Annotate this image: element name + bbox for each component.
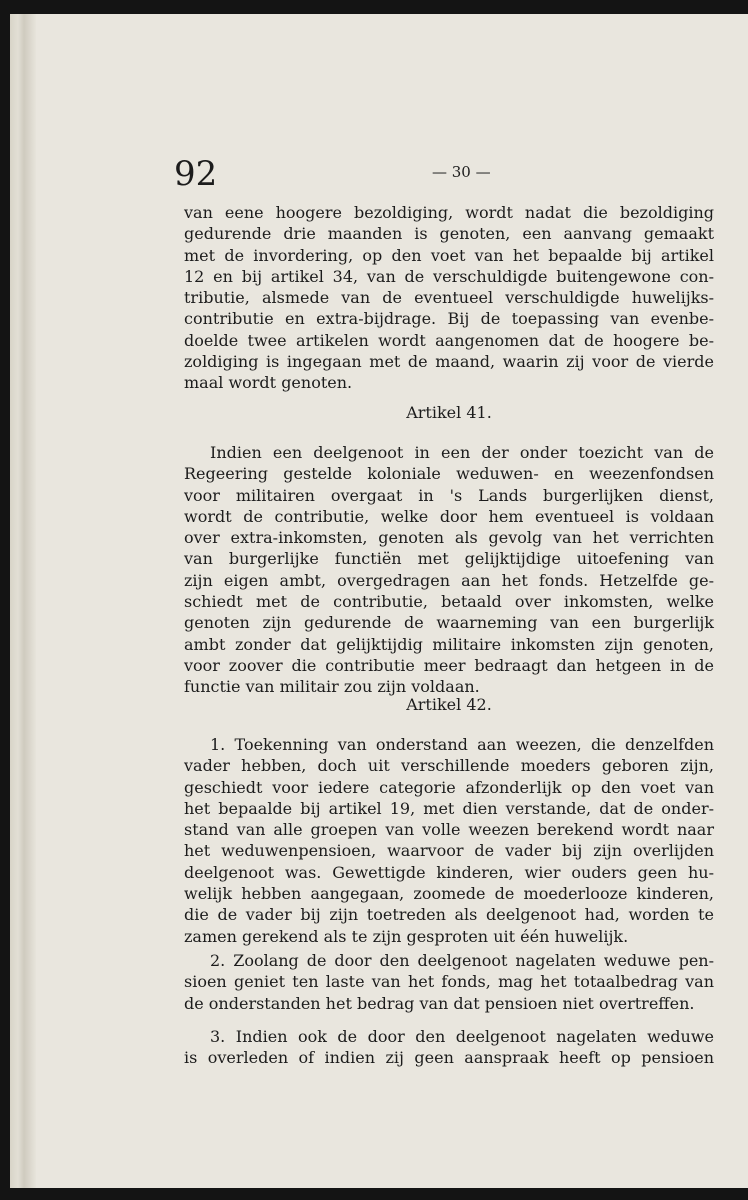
text-line: 2. Zoolang de door den deelgenoot nagelaten weduwe pen- bbox=[210, 951, 714, 970]
article-42-heading: Artikel 42. bbox=[406, 695, 492, 714]
text-line: contributie en extra-bijdrage. Bij de toepassing van evenbe- bbox=[184, 309, 714, 329]
text-line: deelgenoot was. Gewettigde kinderen, wier ouders geen hu- bbox=[184, 862, 714, 882]
article-42-paragraph-1 bbox=[184, 734, 714, 947]
text-line: die de vader bij zijn toetreden als deelgenoot had, worden te bbox=[184, 905, 714, 925]
text-line: Indien een deelgenoot in een der onder toezicht van de bbox=[210, 443, 714, 462]
intro-paragraph bbox=[184, 202, 714, 394]
text-line: functie van militair zou zijn voldaan. bbox=[184, 677, 480, 697]
text-line: zamen gerekend als te zijn gesproten uit één huwelijk. bbox=[184, 926, 629, 946]
text-line: sioen geniet ten laste van het fonds, mag het totaalbedrag van bbox=[184, 972, 714, 992]
article-41-paragraph bbox=[184, 442, 714, 698]
article-42-paragraph-2 bbox=[184, 950, 714, 1014]
text-line: geschiedt voor iedere categorie afzonderlijk op den voet van bbox=[184, 777, 714, 797]
text-line: met de invordering, op den voet van het bepaalde bij artikel bbox=[184, 245, 714, 265]
printed-page-number: — 30 — bbox=[432, 163, 491, 181]
text-line: tributie, alsmede van de eventueel verschuldigde huwelijks- bbox=[184, 288, 714, 308]
text-line: is overleden of indien zij geen aanspraak heeft op pensioen bbox=[184, 1048, 714, 1068]
article-42-paragraph-3 bbox=[184, 1026, 714, 1069]
text-line: stand van alle groepen van volle weezen berekend wordt naar bbox=[184, 820, 714, 840]
text-line: wordt de contributie, welke door hem eventueel is voldaan bbox=[184, 506, 714, 526]
text-line: van eene hoogere bezoldiging, wordt nadat die bezoldiging bbox=[184, 203, 714, 222]
text-line: zijn eigen ambt, overgedragen aan het fonds. Hetzelfde ge- bbox=[184, 570, 714, 590]
text-line: voor militairen overgaat in 's Lands burgerlijken dienst, bbox=[184, 485, 714, 505]
text-line: ambt zonder dat gelijktijdig militaire inkomsten zijn genoten, bbox=[184, 634, 714, 654]
text-line: genoten zijn gedurende de waarneming van een burgerlijk bbox=[184, 613, 714, 633]
page-number: 92 bbox=[174, 154, 218, 194]
text-line: 1. Toekenning van onderstand aan weezen, die denzelfden bbox=[210, 735, 714, 754]
text-line: 12 en bij artikel 34, van de verschuldigde buitengewone con- bbox=[184, 266, 714, 286]
text-line: vader hebben, doch uit verschillende moeders geboren zijn, bbox=[184, 756, 714, 776]
text-line: het bepaalde bij artikel 19, met dien verstande, dat de onder- bbox=[184, 798, 714, 818]
text-line: voor zoover die contributie meer bedraagt dan hetgeen in de bbox=[184, 655, 714, 675]
text-line: de onderstanden het bedrag van dat pensioen niet overtreffen. bbox=[184, 993, 695, 1013]
page-binding-edge bbox=[10, 14, 36, 1188]
text-line: over extra-inkomsten, genoten als gevolg van het verrichten bbox=[184, 528, 714, 548]
text-line: gedurende drie maanden is genoten, een aanvang gemaakt bbox=[184, 224, 714, 244]
text-line: doelde twee artikelen wordt aangenomen dat de hoogere be- bbox=[184, 330, 714, 350]
text-line: maal wordt genoten. bbox=[184, 373, 353, 393]
text-line: van burgerlijke functiën met gelijktijdige uitoefening van bbox=[184, 549, 714, 569]
text-line: 3. Indien ook de door den deelgenoot nagelaten weduwe bbox=[210, 1027, 714, 1046]
text-line: schiedt met de contributie, betaald over inkomsten, welke bbox=[184, 592, 714, 612]
text-line: het weduwenpensioen, waarvoor de vader bij zijn overlijden bbox=[184, 841, 714, 861]
text-line: zoldiging is ingegaan met de maand, waarin zij voor de vierde bbox=[184, 352, 714, 372]
text-line: welijk hebben aangegaan, zoomede de moederlooze kinderen, bbox=[184, 884, 714, 904]
book-page bbox=[10, 14, 748, 1188]
article-41-heading: Artikel 41. bbox=[406, 403, 492, 422]
text-line: Regeering gestelde koloniale weduwen- en weezenfondsen bbox=[184, 464, 714, 484]
